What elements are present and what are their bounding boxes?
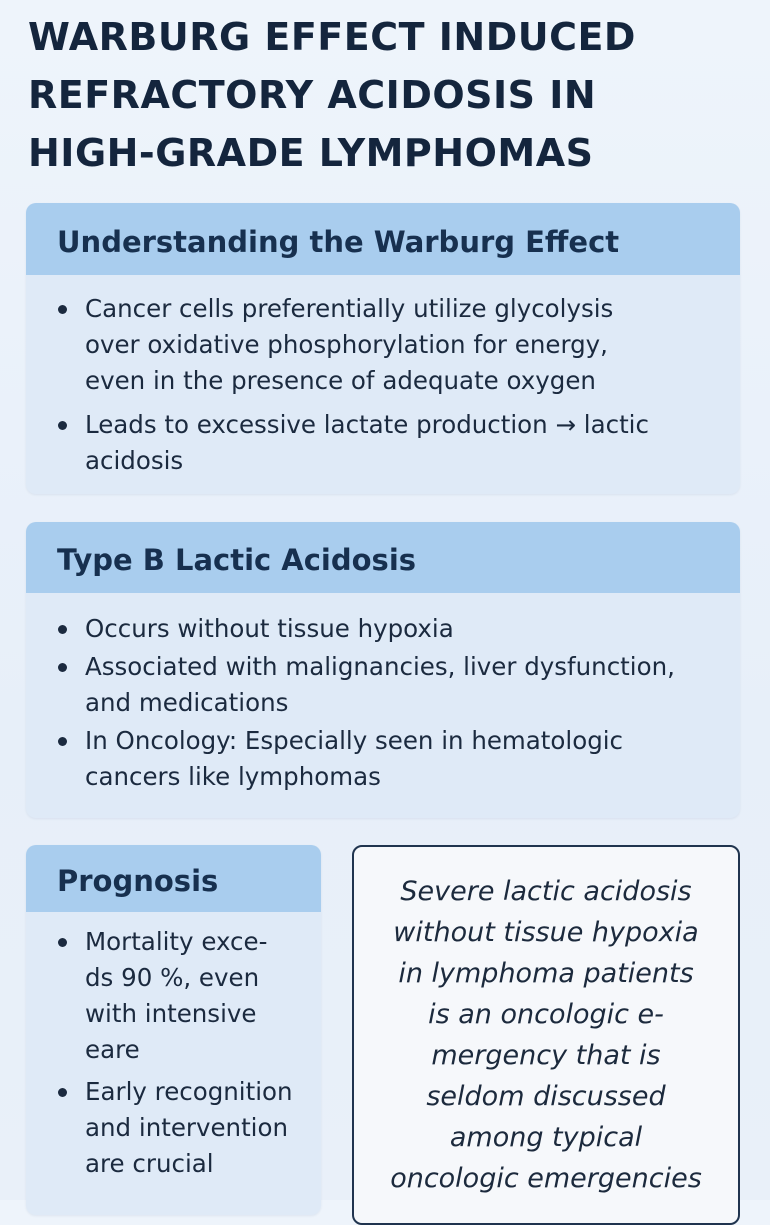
bullet-dot-icon <box>58 421 67 430</box>
list-item <box>26 291 740 399</box>
page-title <box>28 8 748 182</box>
prognosis-card <box>26 845 321 1215</box>
callout-line: is an oncologic e- <box>428 999 664 1030</box>
bullet-dot-icon <box>58 1088 67 1097</box>
bullet-text-line: Mortality exce- <box>85 927 268 956</box>
bullet-text-line: even in the presence of adequate oxygen <box>85 366 596 395</box>
section-heading: Understanding the Warburg Effect <box>26 203 740 275</box>
section-heading: Type B Lactic Acidosis <box>26 522 740 593</box>
bullet-text-line: Leads to excessive lactate production → lactic <box>85 410 649 439</box>
callout-line: Severe lactic acidosis <box>400 876 692 907</box>
bullet-dot-icon <box>58 305 67 314</box>
bullet-text-line: cancers like lymphomas <box>85 762 381 791</box>
bullet-text-line: and intervention <box>85 1113 288 1142</box>
bullet-dot-icon <box>58 663 67 672</box>
title-line: HIGH-GRADE LYMPHOMAS <box>28 131 594 175</box>
callout-box <box>352 845 740 1225</box>
callout-line: in lymphoma patients <box>398 958 694 989</box>
bullet-text-line: In Oncology: Especially seen in hematologic <box>85 726 624 755</box>
callout-line: among typical <box>449 1122 643 1153</box>
bullet-text-line: over oxidative phosphorylation for energy, <box>85 330 608 359</box>
list-item <box>26 611 740 647</box>
bullet-dot-icon <box>58 938 67 947</box>
bullet-text-line: and medications <box>85 688 289 717</box>
bullet-text-line: Occurs without tissue hypoxia <box>85 614 454 643</box>
bullet-list <box>26 275 740 479</box>
bullet-text-line: eare <box>85 1035 140 1064</box>
bullet-dot-icon <box>58 625 67 634</box>
callout-line: mergency that is <box>431 1040 661 1071</box>
callout-line: oncologic emergencies <box>390 1163 702 1194</box>
list-item <box>26 1074 321 1182</box>
bullet-dot-icon <box>58 737 67 746</box>
bullet-text-line: with intensive <box>85 999 257 1028</box>
list-item <box>26 649 740 721</box>
bullet-list <box>26 912 321 1182</box>
bullet-text-line: Associated with malignancies, liver dysfunction, <box>85 652 675 681</box>
warburg-effect-card <box>26 203 740 494</box>
callout-line: seldom discussed <box>426 1081 666 1112</box>
title-line: REFRACTORY ACIDOSIS IN <box>28 73 597 117</box>
bullet-text-line: ds 90 %, even <box>85 963 260 992</box>
bullet-text-line: Cancer cells preferentially utilize glycolysis <box>85 294 614 323</box>
title-line: WARBURG EFFECT INDUCED <box>28 15 636 59</box>
bullet-list <box>26 593 740 795</box>
callout-line: without tissue hypoxia <box>393 917 699 948</box>
bullet-text-line: are crucial <box>85 1149 214 1178</box>
bullet-text-line: acidosis <box>85 446 184 475</box>
list-item <box>26 924 321 1068</box>
type-b-lactic-acidosis-card <box>26 522 740 818</box>
section-heading: Prognosis <box>26 845 321 912</box>
list-item <box>26 407 740 479</box>
list-item <box>26 723 740 795</box>
bullet-text-line: Early recognition <box>85 1077 293 1106</box>
